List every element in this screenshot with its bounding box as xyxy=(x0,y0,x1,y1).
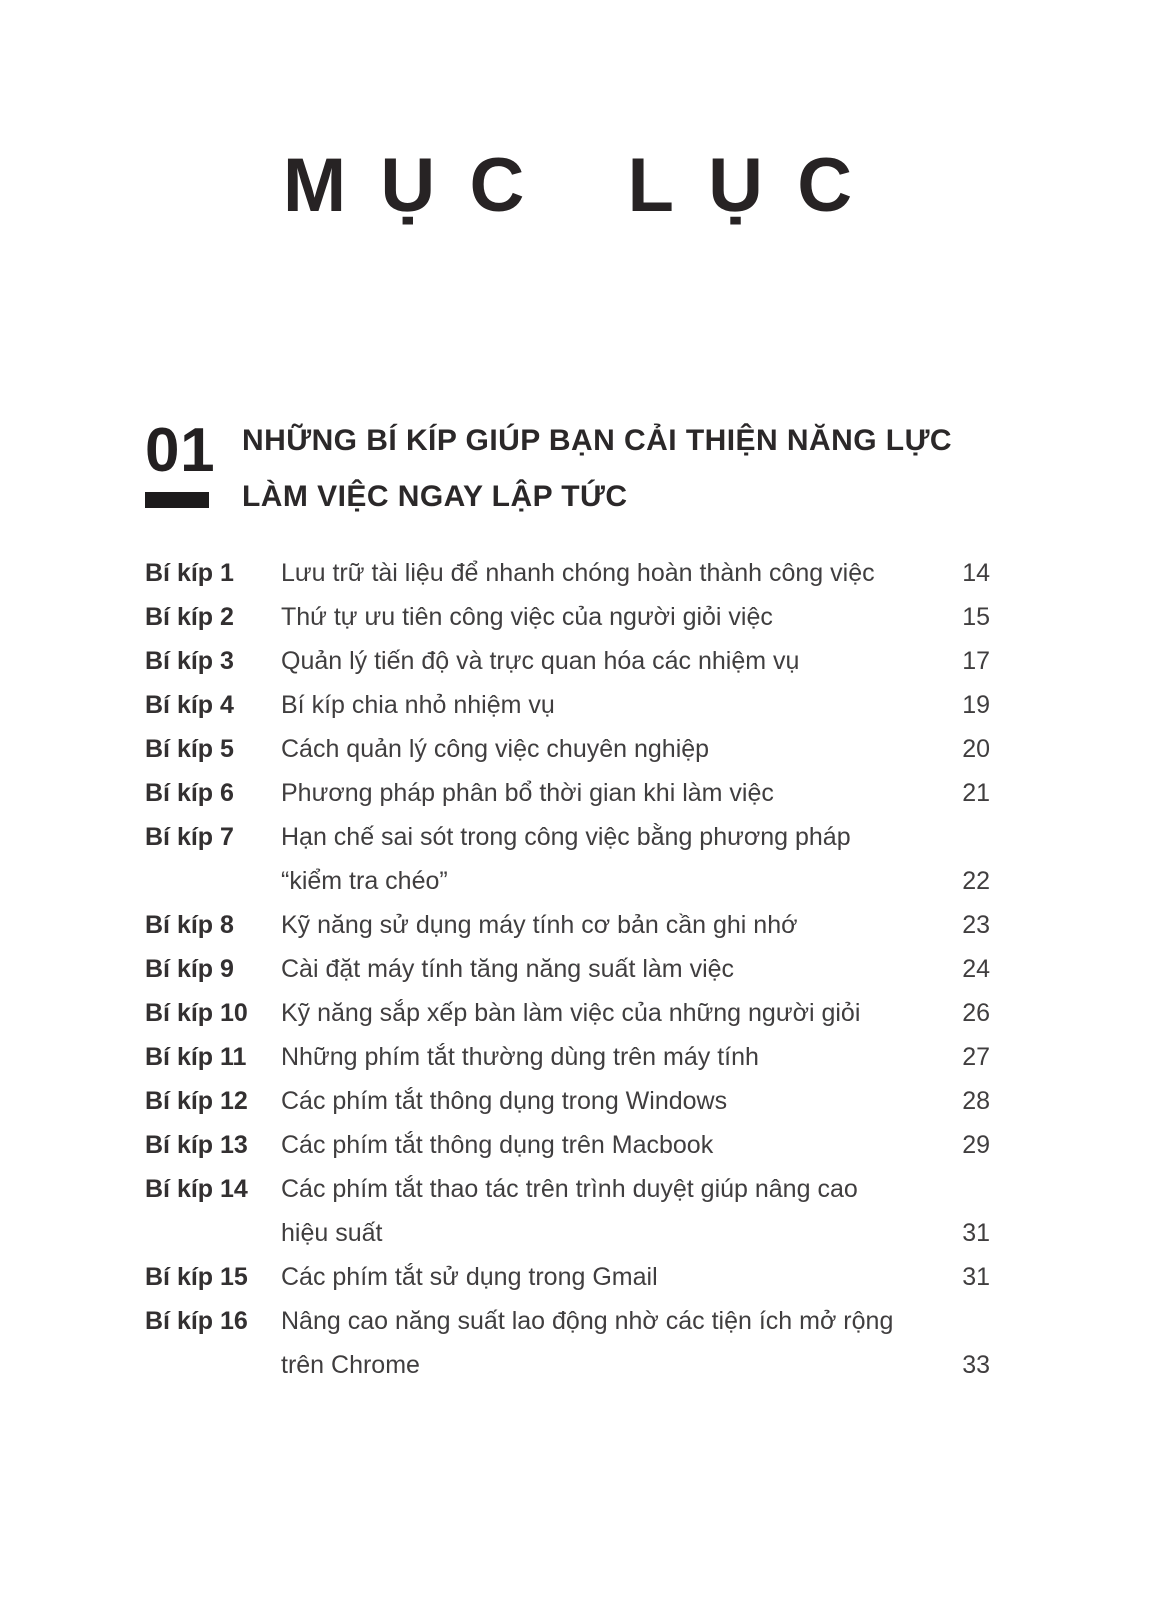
toc-entry-row xyxy=(145,1079,990,1123)
section-number: 01 xyxy=(145,416,216,485)
toc-entry-label xyxy=(145,1211,281,1255)
section-heading-line2: LÀM VIỆC NGAY LẬP TỨC xyxy=(242,480,628,513)
toc-entry-label: Bí kíp 8 xyxy=(145,911,234,939)
toc-entry-row xyxy=(145,1035,990,1079)
toc-entry-row xyxy=(145,1299,990,1343)
toc-entry-row xyxy=(145,771,990,815)
toc-entry-page: 28 xyxy=(962,1087,990,1115)
toc-entry-page: 22 xyxy=(962,867,990,895)
toc-entry-page xyxy=(930,815,990,859)
toc-entry-title: Các phím tắt thông dụng trong Windows xyxy=(281,1087,728,1115)
toc-entry-row xyxy=(145,595,990,639)
section-underline-bar xyxy=(145,492,209,508)
toc-entry-page: 29 xyxy=(962,1131,990,1159)
toc-entry-label: Bí kíp 14 xyxy=(145,1175,248,1203)
section-header xyxy=(145,416,990,525)
toc-entry-page: 31 xyxy=(962,1219,990,1247)
toc-entry-row xyxy=(145,1123,990,1167)
toc-entry-title: Các phím tắt thao tác trên trình duyệt giúp nâng cao xyxy=(281,1175,858,1203)
toc-entry-title: Hạn chế sai sót trong công việc bằng phương pháp xyxy=(281,823,851,851)
toc-entry-page: 20 xyxy=(962,735,990,763)
toc-entry-row xyxy=(145,683,990,727)
toc-entry-title: Quản lý tiến độ và trực quan hóa các nhiệm vụ xyxy=(281,647,800,675)
toc-list xyxy=(145,551,990,1387)
toc-entry-title: hiệu suất xyxy=(281,1219,383,1247)
toc-entry-label: Bí kíp 13 xyxy=(145,1131,248,1159)
section-number-block xyxy=(145,416,242,508)
toc-entry-page: 27 xyxy=(962,1043,990,1071)
toc-entry-row xyxy=(145,727,990,771)
toc-entry-page: 24 xyxy=(962,955,990,983)
toc-entry-row xyxy=(145,903,990,947)
toc-entry-title: Lưu trữ tài liệu để nhanh chóng hoàn thành công việc xyxy=(281,559,875,587)
toc-entry-row xyxy=(145,1343,990,1387)
toc-entry-label xyxy=(145,859,281,903)
toc-entry-label: Bí kíp 7 xyxy=(145,823,234,851)
toc-entry-title: Kỹ năng sử dụng máy tính cơ bản cần ghi nhớ xyxy=(281,911,798,939)
toc-entry-page: 17 xyxy=(962,647,990,675)
toc-entry-page: 14 xyxy=(962,559,990,587)
toc-entry-label: Bí kíp 4 xyxy=(145,691,234,719)
toc-entry-title: Các phím tắt thông dụng trên Macbook xyxy=(281,1131,714,1159)
toc-entry-row xyxy=(145,1167,990,1211)
section-heading xyxy=(242,413,990,525)
toc-entry-title: Cách quản lý công việc chuyên nghiệp xyxy=(281,735,710,763)
toc-entry-label: Bí kíp 1 xyxy=(145,559,234,587)
toc-entry-row xyxy=(145,947,990,991)
toc-entry-label: Bí kíp 6 xyxy=(145,779,234,807)
toc-entry-page: 33 xyxy=(962,1351,990,1379)
toc-entry-page xyxy=(930,1167,990,1211)
toc-entry-page: 26 xyxy=(962,999,990,1027)
toc-entry-label: Bí kíp 9 xyxy=(145,955,234,983)
toc-entry-title: trên Chrome xyxy=(281,1351,420,1379)
toc-entry-page: 19 xyxy=(962,691,990,719)
toc-entry-title: Thứ tự ưu tiên công việc của người giỏi việc xyxy=(281,603,773,631)
toc-entry-title: Bí kíp chia nhỏ nhiệm vụ xyxy=(281,691,555,719)
toc-entry-page xyxy=(930,1299,990,1343)
toc-entry-title: Những phím tắt thường dùng trên máy tính xyxy=(281,1043,759,1071)
toc-entry-title: “kiểm tra chéo” xyxy=(281,867,448,895)
toc-entry-row xyxy=(145,639,990,683)
toc-entry-page: 21 xyxy=(962,779,990,807)
toc-entry-label: Bí kíp 12 xyxy=(145,1087,248,1115)
toc-entry-page: 23 xyxy=(962,911,990,939)
toc-entry-row xyxy=(145,859,990,903)
toc-entry-row xyxy=(145,1255,990,1299)
toc-entry-row xyxy=(145,815,990,859)
toc-entry-page: 31 xyxy=(962,1263,990,1291)
toc-entry-title: Cài đặt máy tính tăng năng suất làm việc xyxy=(281,955,735,983)
page-title: MỤC LỤC xyxy=(282,143,887,228)
toc-entry-title: Kỹ năng sắp xếp bàn làm việc của những người giỏi xyxy=(281,999,861,1027)
toc-entry-label: Bí kíp 10 xyxy=(145,999,248,1027)
toc-entry-row xyxy=(145,991,990,1035)
toc-entry-page: 15 xyxy=(962,603,990,631)
toc-entry-label: Bí kíp 16 xyxy=(145,1307,248,1335)
toc-entry-label: Bí kíp 2 xyxy=(145,603,234,631)
toc-entry-label: Bí kíp 11 xyxy=(145,1043,247,1071)
toc-entry-title: Nâng cao năng suất lao động nhờ các tiện ích mở rộng xyxy=(281,1307,894,1335)
toc-entry-label: Bí kíp 3 xyxy=(145,647,234,675)
toc-entry-title: Các phím tắt sử dụng trong Gmail xyxy=(281,1263,658,1291)
toc-entry-label xyxy=(145,1343,281,1387)
toc-entry-title: Phương pháp phân bổ thời gian khi làm việc xyxy=(281,779,774,807)
toc-entry-row xyxy=(145,1211,990,1255)
toc-entry-label: Bí kíp 15 xyxy=(145,1263,248,1291)
toc-entry-label: Bí kíp 5 xyxy=(145,735,234,763)
toc-entry-row xyxy=(145,551,990,595)
section-heading-line1: NHỮNG BÍ KÍP GIÚP BẠN CẢI THIỆN NĂNG LỰC xyxy=(242,424,953,457)
